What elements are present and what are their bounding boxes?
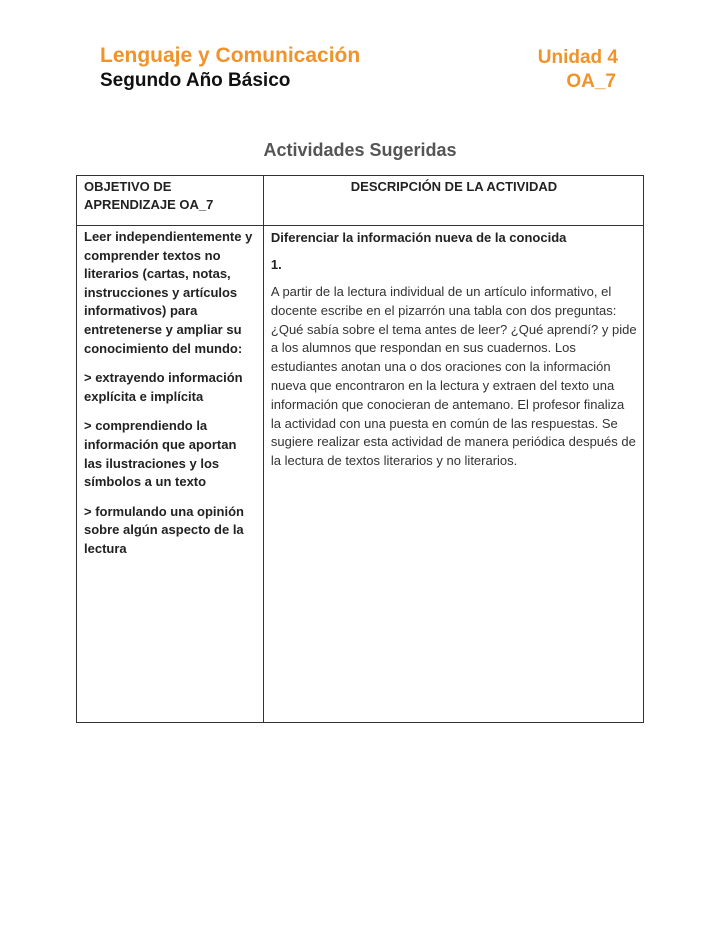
activity-cell [263,226,643,723]
oa-label: OA_7 [566,71,616,92]
objective-content [84,228,257,559]
objective-header: OBJETIVO DE APRENDIZAJE OA_7 [84,179,214,212]
table-body-row [77,226,644,723]
objective-header-cell [77,176,264,226]
table-header-row [77,176,644,226]
section-title: Actividades Sugeridas [263,140,457,160]
page-header [100,44,620,98]
objective-item: > comprendiendo la información que aportan las ilustraciones y los símbolos a un texto [84,418,237,490]
activities-table [76,175,644,723]
objective-main-text: Leer independientemente y comprender textos no literarios (cartas, notas, instrucciones y artículos informativos) para entretenerse y ampliar su conocimiento del mundo: [84,229,253,356]
grade-title: Segundo Año Básico [100,70,291,91]
activity-description: A partir de la lectura individual de un artículo informativo, el docente escribe en el pizarrón una tabla con dos preguntas: ¿Qué sabía sobre el tema antes de leer? ¿Qué aprendí? y pide a los alumnos que respondan en sus cuadernos. Los estudiantes anotan una o dos oraciones con la información nueva que encontraron en la lectura y extraen del texto una información que conocieran de antemano. El profesor finaliza la actividad con una puesta en común de las respuestas. Se sugiere realizar esta actividad de manera periódica después de la lectura de textos literarios y no literarios. [270,284,637,469]
activity-number: 1. [270,257,282,272]
objective-item: > formulando una opinión sobre algún aspecto de la lectura [84,503,244,556]
objective-cell [77,226,264,723]
subject-title: Lenguaje y Comunicación [100,44,361,67]
description-header-cell [263,176,643,226]
unit-label: Unidad 4 [537,47,618,68]
objective-item: > extrayendo información explícita e implícita [84,370,243,404]
description-header: DESCRIPCIÓN DE LA ACTIVIDAD [350,179,558,194]
activity-title: Diferenciar la información nueva de la conocida [270,230,567,245]
